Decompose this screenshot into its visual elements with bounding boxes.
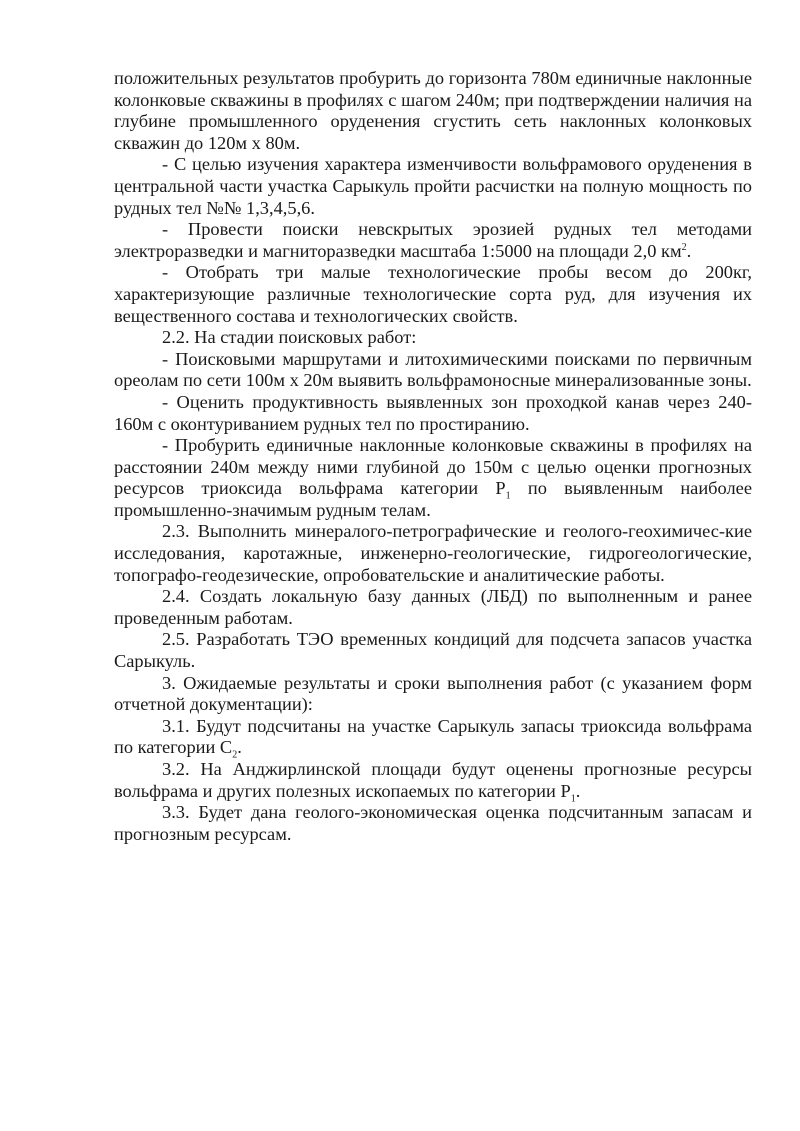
item-3-2-end: . xyxy=(575,780,581,801)
paragraph-single-boreholes xyxy=(114,435,752,521)
paragraph-search-routes: - Поисковыми маршрутами и литохимическими поисками по первичным ореолам по сети 100м х 20м выявить вольфрамоносные минерализованные зоны. xyxy=(114,348,752,391)
paragraph-clearing-ore-bodies: - С целью изучения характера изменчивости вольфрамового оруденения в центральной части участка Сарыкуль пройти расчистки на полную мощность по рудных тел №№ 1,3,4,5,6. xyxy=(114,154,752,218)
paragraph-trench-evaluation: - Оценить продуктивность выявленных зон проходкой канав через 240-160м с оконтуриванием рудных тел по простиранию. xyxy=(114,391,752,434)
section-item-2-4: 2.4. Создать локальную базу данных (ЛБД) по выполненным и ранее проведенным работам. xyxy=(114,586,752,628)
paragraph-boreholes-end: по выявленным наиболее промышленно-значимым рудным телам. xyxy=(114,478,752,520)
section-item-3-3: 3.3. Будет дана геолого-экономическая оценка подсчитанным запасам и прогнозным ресурсам. xyxy=(114,802,752,844)
section-heading-2-2: 2.2. На стадии поисковых работ: xyxy=(162,327,417,348)
section-heading-3: 3. Ожидаемые результаты и сроки выполнения работ (с указанием форм отчетной документации): xyxy=(114,672,752,715)
subscript-category-p: 1 xyxy=(570,793,576,805)
paragraph-boreholes-text: - Пробурить единичные наклонные колонковые скважины в профилях на расстоянии 240м между ними глубиной до 150м с целью оценки прогнозных ресурсов триоксида вольфрама категории Р xyxy=(114,435,752,499)
subscript-category: 1 xyxy=(505,490,511,502)
section-item-2-3: 2.3. Выполнить минералого-петрографические и геолого-геохимичес-кие исследования, каротажные, инженерно-геологические, гидрогеологические, топографо-геодезические, опробовательские и аналитические работы. xyxy=(114,521,752,585)
paragraph-geophysics-survey xyxy=(114,219,752,262)
superscript-squared: 2 xyxy=(681,241,687,253)
paragraph-drilling-continuation: положительных результатов пробурить до горизонта 780м единичные наклонные колонковые скважины в профилях с шагом 240м; при подтверждении наличия на глубине промышленного оруденения сгустить сеть наклонных колонковых скважин до 120м х 80м. xyxy=(114,68,752,153)
paragraph-technological-samples: - Отобрать три малые технологические пробы весом до 200кг, характеризующие различные технологические сорта руд, для изучения их вещественного состава и технологических свойств. xyxy=(114,262,752,326)
item-3-1-end: . xyxy=(237,737,242,758)
section-item-2-5: 2.5. Разработать ТЭО временных кондиций для подсчета запасов участка Сарыкуль. xyxy=(114,629,752,672)
item-3-2-text: 3.2. На Анджирлинской площади будут оценены прогнозные ресурсы вольфрама и других полезных ископаемых по категории Р xyxy=(114,759,752,801)
item-3-1-text: 3.1. Будут подсчитаны на участке Сарыкуль запасы триоксида вольфрама по категории С xyxy=(114,715,752,758)
section-item-3-1 xyxy=(114,715,752,762)
section-item-3-2 xyxy=(114,759,752,805)
paragraph-geophysics-text: - Провести поиски невскрытых эрозией рудных тел методами электроразведки и магниторазведки масштаба 1:5000 на площади 2,0 км xyxy=(114,219,752,261)
subscript-category-c: 2 xyxy=(232,750,238,762)
document-body xyxy=(114,68,752,845)
paragraph-geophysics-end: . xyxy=(686,240,692,261)
